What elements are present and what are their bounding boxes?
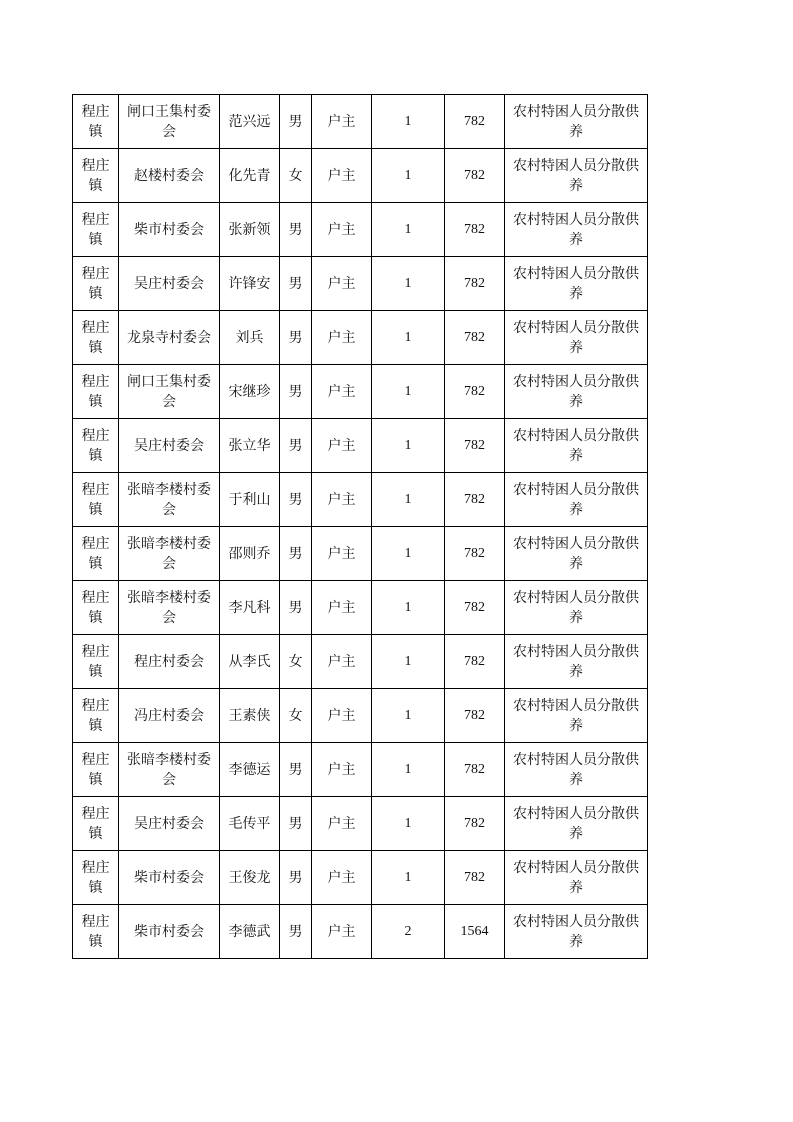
amount-cell: 782 xyxy=(445,365,505,419)
category-cell: 农村特困人员分散供养 xyxy=(505,311,648,365)
village-cell: 张暗李楼村委会 xyxy=(119,581,220,635)
village-cell: 张暗李楼村委会 xyxy=(119,527,220,581)
category-cell: 农村特困人员分散供养 xyxy=(505,419,648,473)
relation-cell: 户主 xyxy=(312,743,372,797)
household-count-cell: 1 xyxy=(372,797,445,851)
amount-cell: 782 xyxy=(445,149,505,203)
town-cell: 程庄镇 xyxy=(73,257,119,311)
name-cell: 王俊龙 xyxy=(220,851,280,905)
gender-cell: 男 xyxy=(280,365,312,419)
table-row xyxy=(73,473,648,527)
relation-cell: 户主 xyxy=(312,95,372,149)
town-cell: 程庄镇 xyxy=(73,419,119,473)
name-cell: 许锋安 xyxy=(220,257,280,311)
gender-cell: 男 xyxy=(280,473,312,527)
household-count-cell: 1 xyxy=(372,95,445,149)
town-cell: 程庄镇 xyxy=(73,689,119,743)
amount-cell: 782 xyxy=(445,311,505,365)
amount-cell: 782 xyxy=(445,473,505,527)
category-cell: 农村特困人员分散供养 xyxy=(505,95,648,149)
household-count-cell: 1 xyxy=(372,689,445,743)
amount-cell: 1564 xyxy=(445,905,505,959)
town-cell: 程庄镇 xyxy=(73,581,119,635)
household-count-cell: 1 xyxy=(372,419,445,473)
relation-cell: 户主 xyxy=(312,797,372,851)
gender-cell: 男 xyxy=(280,203,312,257)
relation-cell: 户主 xyxy=(312,851,372,905)
category-cell: 农村特困人员分散供养 xyxy=(505,365,648,419)
amount-cell: 782 xyxy=(445,635,505,689)
household-count-cell: 1 xyxy=(372,149,445,203)
household-count-cell: 2 xyxy=(372,905,445,959)
household-count-cell: 1 xyxy=(372,365,445,419)
gender-cell: 男 xyxy=(280,851,312,905)
name-cell: 邵则乔 xyxy=(220,527,280,581)
relation-cell: 户主 xyxy=(312,365,372,419)
amount-cell: 782 xyxy=(445,743,505,797)
name-cell: 从李氏 xyxy=(220,635,280,689)
household-count-cell: 1 xyxy=(372,257,445,311)
town-cell: 程庄镇 xyxy=(73,527,119,581)
category-cell: 农村特困人员分散供养 xyxy=(505,149,648,203)
relation-cell: 户主 xyxy=(312,419,372,473)
village-cell: 柴市村委会 xyxy=(119,203,220,257)
gender-cell: 男 xyxy=(280,743,312,797)
name-cell: 刘兵 xyxy=(220,311,280,365)
category-cell: 农村特困人员分散供养 xyxy=(505,689,648,743)
category-cell: 农村特困人员分散供养 xyxy=(505,203,648,257)
amount-cell: 782 xyxy=(445,797,505,851)
village-cell: 柴市村委会 xyxy=(119,851,220,905)
name-cell: 毛传平 xyxy=(220,797,280,851)
table-row xyxy=(73,797,648,851)
table-body xyxy=(73,95,648,959)
household-count-cell: 1 xyxy=(372,311,445,365)
gender-cell: 女 xyxy=(280,635,312,689)
category-cell: 农村特困人员分散供养 xyxy=(505,473,648,527)
household-count-cell: 1 xyxy=(372,743,445,797)
village-cell: 程庄村委会 xyxy=(119,635,220,689)
table-row xyxy=(73,149,648,203)
table-row xyxy=(73,581,648,635)
village-cell: 闸口王集村委会 xyxy=(119,95,220,149)
town-cell: 程庄镇 xyxy=(73,635,119,689)
amount-cell: 782 xyxy=(445,419,505,473)
town-cell: 程庄镇 xyxy=(73,473,119,527)
name-cell: 李凡科 xyxy=(220,581,280,635)
category-cell: 农村特困人员分散供养 xyxy=(505,257,648,311)
gender-cell: 男 xyxy=(280,257,312,311)
village-cell: 闸口王集村委会 xyxy=(119,365,220,419)
category-cell: 农村特困人员分散供养 xyxy=(505,851,648,905)
relation-cell: 户主 xyxy=(312,581,372,635)
gender-cell: 男 xyxy=(280,797,312,851)
category-cell: 农村特困人员分散供养 xyxy=(505,797,648,851)
town-cell: 程庄镇 xyxy=(73,311,119,365)
gender-cell: 男 xyxy=(280,527,312,581)
town-cell: 程庄镇 xyxy=(73,203,119,257)
gender-cell: 男 xyxy=(280,419,312,473)
name-cell: 张立华 xyxy=(220,419,280,473)
relation-cell: 户主 xyxy=(312,311,372,365)
gender-cell: 男 xyxy=(280,95,312,149)
category-cell: 农村特困人员分散供养 xyxy=(505,905,648,959)
name-cell: 化先青 xyxy=(220,149,280,203)
household-count-cell: 1 xyxy=(372,527,445,581)
relation-cell: 户主 xyxy=(312,689,372,743)
household-count-cell: 1 xyxy=(372,635,445,689)
amount-cell: 782 xyxy=(445,581,505,635)
category-cell: 农村特困人员分散供养 xyxy=(505,743,648,797)
household-count-cell: 1 xyxy=(372,581,445,635)
table-row xyxy=(73,419,648,473)
gender-cell: 男 xyxy=(280,311,312,365)
name-cell: 于利山 xyxy=(220,473,280,527)
category-cell: 农村特困人员分散供养 xyxy=(505,581,648,635)
table-row xyxy=(73,365,648,419)
household-count-cell: 1 xyxy=(372,203,445,257)
village-cell: 张暗李楼村委会 xyxy=(119,743,220,797)
village-cell: 吴庄村委会 xyxy=(119,797,220,851)
amount-cell: 782 xyxy=(445,851,505,905)
gender-cell: 女 xyxy=(280,149,312,203)
town-cell: 程庄镇 xyxy=(73,905,119,959)
relation-cell: 户主 xyxy=(312,635,372,689)
village-cell: 赵楼村委会 xyxy=(119,149,220,203)
village-cell: 吴庄村委会 xyxy=(119,419,220,473)
village-cell: 冯庄村委会 xyxy=(119,689,220,743)
relation-cell: 户主 xyxy=(312,257,372,311)
town-cell: 程庄镇 xyxy=(73,365,119,419)
table-row xyxy=(73,257,648,311)
amount-cell: 782 xyxy=(445,203,505,257)
table-row xyxy=(73,743,648,797)
town-cell: 程庄镇 xyxy=(73,95,119,149)
name-cell: 张新领 xyxy=(220,203,280,257)
gender-cell: 女 xyxy=(280,689,312,743)
relation-cell: 户主 xyxy=(312,527,372,581)
amount-cell: 782 xyxy=(445,527,505,581)
relation-cell: 户主 xyxy=(312,203,372,257)
table-row xyxy=(73,527,648,581)
name-cell: 李德武 xyxy=(220,905,280,959)
amount-cell: 782 xyxy=(445,689,505,743)
town-cell: 程庄镇 xyxy=(73,851,119,905)
relation-cell: 户主 xyxy=(312,473,372,527)
table-row xyxy=(73,689,648,743)
table-row xyxy=(73,311,648,365)
category-cell: 农村特困人员分散供养 xyxy=(505,635,648,689)
category-cell: 农村特困人员分散供养 xyxy=(505,527,648,581)
assistance-table xyxy=(72,94,648,959)
relation-cell: 户主 xyxy=(312,905,372,959)
gender-cell: 男 xyxy=(280,581,312,635)
village-cell: 张暗李楼村委会 xyxy=(119,473,220,527)
table-row xyxy=(73,95,648,149)
gender-cell: 男 xyxy=(280,905,312,959)
amount-cell: 782 xyxy=(445,95,505,149)
table-row xyxy=(73,905,648,959)
village-cell: 吴庄村委会 xyxy=(119,257,220,311)
village-cell: 柴市村委会 xyxy=(119,905,220,959)
town-cell: 程庄镇 xyxy=(73,149,119,203)
village-cell: 龙泉寺村委会 xyxy=(119,311,220,365)
name-cell: 李德运 xyxy=(220,743,280,797)
name-cell: 宋继珍 xyxy=(220,365,280,419)
table-row xyxy=(73,203,648,257)
name-cell: 范兴远 xyxy=(220,95,280,149)
amount-cell: 782 xyxy=(445,257,505,311)
town-cell: 程庄镇 xyxy=(73,743,119,797)
town-cell: 程庄镇 xyxy=(73,797,119,851)
table-row xyxy=(73,851,648,905)
name-cell: 王素侠 xyxy=(220,689,280,743)
relation-cell: 户主 xyxy=(312,149,372,203)
table-row xyxy=(73,635,648,689)
household-count-cell: 1 xyxy=(372,473,445,527)
household-count-cell: 1 xyxy=(372,851,445,905)
